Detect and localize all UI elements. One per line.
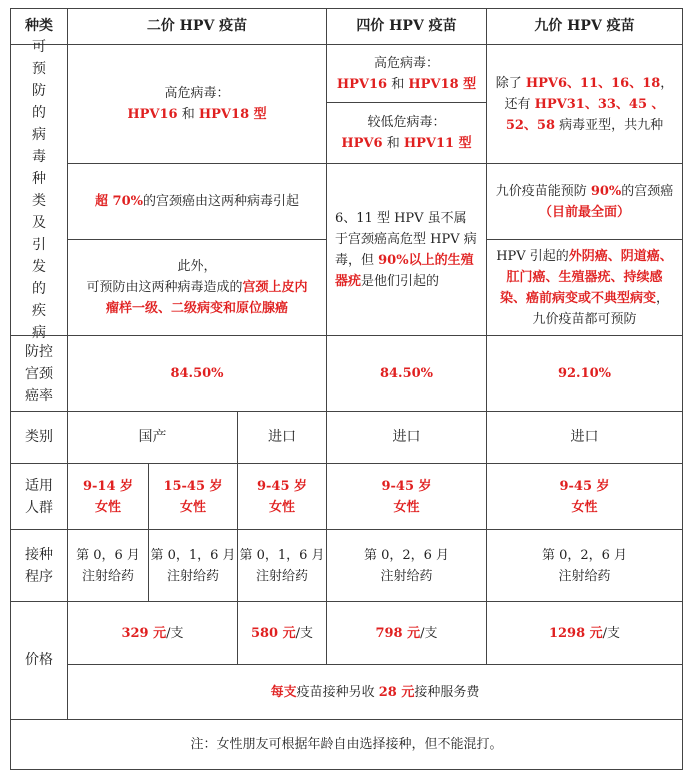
price-quad-unit: /支: [420, 625, 438, 641]
schedule-dom-a-months: 第 0，6 月: [76, 547, 140, 563]
row-label-population: [10, 463, 68, 530]
population-row-label: 适用人群: [25, 477, 53, 516]
quad-and1: 和: [387, 76, 409, 92]
nona-types-red2: HPV31、33、45 、52、58: [505, 96, 665, 133]
nona-types-mid: ，还有: [504, 75, 674, 112]
nona-cause-pre: HPV 引起的: [496, 248, 569, 264]
schedule-imp-bi-months: 第 0，1，6 月: [239, 547, 325, 563]
price-domestic-unit: /支: [166, 625, 184, 641]
nona-prevent-red: 90%: [590, 183, 622, 199]
quad-low-b: HPV11 型: [403, 136, 472, 151]
nona-types-post: 病毒亚型，共九种: [555, 117, 664, 133]
price-nona-value: 1298 元: [548, 625, 603, 641]
quad-low-a: HPV6: [341, 136, 383, 151]
bivalent-type-label: 高危病毒：: [164, 86, 230, 101]
nona-types-red1: HPV6、11、16、18: [525, 75, 661, 91]
schedule-nona: [486, 529, 683, 602]
quad-note: [335, 208, 478, 292]
nona-cause-post: ，九价疫苗都可预防: [532, 290, 670, 327]
bivalent-type-b: HPV18 型: [198, 107, 267, 122]
header-nonavalent-label: 九价 HPV 疫苗: [534, 18, 635, 34]
price-row-label: 价格: [25, 652, 53, 668]
rate-quad-value: 84.50%: [379, 366, 434, 381]
price-fee-each: 每支: [270, 684, 297, 700]
price-quad-value: 798 元: [375, 625, 421, 641]
nona-best-note: （目前最全面）: [538, 204, 630, 220]
bivalent-types: [127, 104, 266, 125]
row-label-category: [10, 411, 68, 464]
price-fee-mid: 疫苗接种另收: [296, 684, 379, 700]
schedule-imp-bi: [237, 529, 327, 602]
quad-and2: 和: [382, 136, 404, 151]
schedule-dom-a: [67, 529, 149, 602]
population-dom-b: [148, 463, 238, 530]
population-imp-bi-sex: 女性: [268, 499, 295, 515]
quad-high-types: [337, 74, 476, 95]
category-imported-quad-label: 进口: [392, 429, 421, 445]
population-dom-a-sex: 女性: [94, 499, 121, 515]
bivalent-also-body: 可预防由这两种病毒造成的: [86, 280, 243, 295]
population-quad: [326, 463, 487, 530]
price-imp-bi-unit: /支: [295, 625, 314, 641]
schedule-dom-b: [148, 529, 238, 602]
schedule-imp-bi-method: 注射给药: [255, 568, 308, 584]
nona-types-cell: [486, 44, 683, 164]
quad-low-cell: [326, 102, 487, 164]
population-nona: [486, 463, 683, 530]
quad-note-cell: [326, 163, 487, 336]
bivalent-also-intro: 此外，: [177, 259, 217, 274]
footnote-cell: [10, 719, 683, 770]
row-label-rate: [10, 335, 68, 412]
schedule-quad-months: 第 0，2，6 月: [363, 547, 450, 563]
population-imp-bi-age: 9-45 岁: [256, 478, 308, 494]
rate-nona-value: 92.10%: [557, 366, 612, 381]
price-fee-amount: 28 元: [378, 684, 415, 700]
quad-high-a: HPV16: [336, 76, 388, 92]
price-fee-cell: [67, 664, 683, 720]
schedule-nona-method: 注射给药: [558, 568, 611, 584]
diseases-row-label: 可预防的病毒种类及引发的疾病: [32, 39, 46, 341]
price-nona-unit: /支: [602, 625, 621, 641]
price-imp-bi: [237, 601, 327, 665]
quad-high-b: HPV18 型: [408, 76, 477, 92]
bivalent-types-cell: [67, 44, 327, 164]
population-dom-a-age: 9-14 岁: [82, 478, 134, 494]
nona-prevent-pre: 九价疫苗能预防: [495, 183, 591, 199]
quad-high-cell: [326, 44, 487, 103]
bivalent-stat-rest: 的宫颈癌由这两种病毒引起: [142, 194, 299, 209]
bivalent-and: 和: [177, 107, 199, 122]
row-label-diseases: [10, 39, 68, 341]
bivalent-stat-cell: [67, 163, 327, 240]
bivalent-also-red: 宫颈上皮内瘤样一级、二级病变和原位腺癌: [105, 280, 308, 316]
bivalent-also-cell: [67, 239, 327, 336]
price-domestic-value: 329 元: [121, 625, 167, 641]
row-label-schedule: [10, 529, 68, 602]
price-fee: [271, 682, 480, 703]
bivalent-also-text: [80, 277, 314, 319]
header-type-label: 种类: [25, 18, 53, 34]
category-imported-bi: [237, 411, 327, 464]
category-imported-nona-label: 进口: [570, 429, 599, 445]
population-dom-b-sex: 女性: [179, 499, 206, 515]
price-nona: [486, 601, 683, 665]
header-bivalent-label: 二价 HPV 疫苗: [146, 18, 248, 34]
nona-cause-red: 外阴癌、阴道癌、肛门癌、生殖器疣、持续感染、癌前病变或不典型病变: [499, 248, 673, 306]
category-imported-nona: [486, 411, 683, 464]
header-bivalent: [67, 8, 327, 45]
bivalent-stat-red: 超 70%: [95, 194, 143, 209]
bivalent-stat: [95, 191, 299, 212]
price-fee-post: 接种服务费: [414, 684, 480, 700]
quad-high-label: 高危病毒：: [373, 55, 439, 71]
quad-low-label: 较低危病毒：: [367, 115, 446, 130]
nona-types-pre: 除了: [495, 75, 526, 91]
rate-bivalent-value: 84.50%: [170, 366, 224, 381]
schedule-nona-months: 第 0，2，6 月: [541, 547, 628, 563]
schedule-row-label: 接种程序: [25, 546, 53, 585]
rate-bivalent: [67, 335, 327, 412]
bivalent-type-a: HPV16: [127, 107, 178, 122]
rate-row-label: 防控宫颈癌率: [25, 343, 53, 404]
nona-types: [495, 73, 674, 136]
header-nonavalent: [486, 8, 683, 45]
schedule-dom-b-method: 注射给药: [166, 568, 219, 584]
price-imp-bi-value: 580 元: [250, 625, 296, 641]
category-row-label: 类别: [25, 429, 53, 445]
schedule-quad-method: 注射给药: [380, 568, 433, 584]
price-quad: [326, 601, 487, 665]
schedule-dom-b-months: 第 0，1，6 月: [150, 547, 236, 563]
rate-quadrivalent: [326, 335, 487, 412]
header-quadrivalent-label: 四价 HPV 疫苗: [356, 18, 457, 34]
quad-note-post: 是他们引起的: [361, 273, 440, 289]
nona-prevent-post: 的宫颈癌: [621, 183, 674, 199]
quad-note-red: 90%以上的生殖器疣: [335, 252, 474, 289]
schedule-quad: [326, 529, 487, 602]
population-quad-sex: 女性: [393, 499, 420, 515]
row-label-price: [10, 601, 68, 720]
footnote-text: 注：女性朋友可根据年龄自由选择接种，但不能混打。: [190, 737, 503, 752]
category-imported-bi-label: 进口: [268, 429, 296, 445]
price-domestic: [67, 601, 238, 665]
population-quad-age: 9-45 岁: [381, 478, 432, 494]
nona-prevent-cell: [486, 163, 683, 240]
population-nona-age: 9-45 岁: [559, 478, 610, 494]
nona-cause-cell: [486, 239, 683, 336]
header-quadrivalent: [326, 8, 487, 45]
population-dom-a: [67, 463, 149, 530]
rate-nonavalent: [486, 335, 683, 412]
population-dom-b-age: 15-45 岁: [163, 478, 223, 494]
category-domestic: [67, 411, 238, 464]
population-imp-bi: [237, 463, 327, 530]
quad-low-types: [341, 133, 471, 154]
category-imported-quad: [326, 411, 487, 464]
quad-note-pre: 6、11 型 HPV 虽不属于宫颈癌高危型 HPV 病毒，但: [335, 210, 477, 268]
nona-cause: [495, 246, 674, 330]
category-domestic-label: 国产: [138, 429, 167, 445]
nona-prevent: [496, 181, 674, 202]
schedule-dom-a-method: 注射给药: [81, 568, 134, 584]
population-nona-sex: 女性: [571, 499, 598, 515]
